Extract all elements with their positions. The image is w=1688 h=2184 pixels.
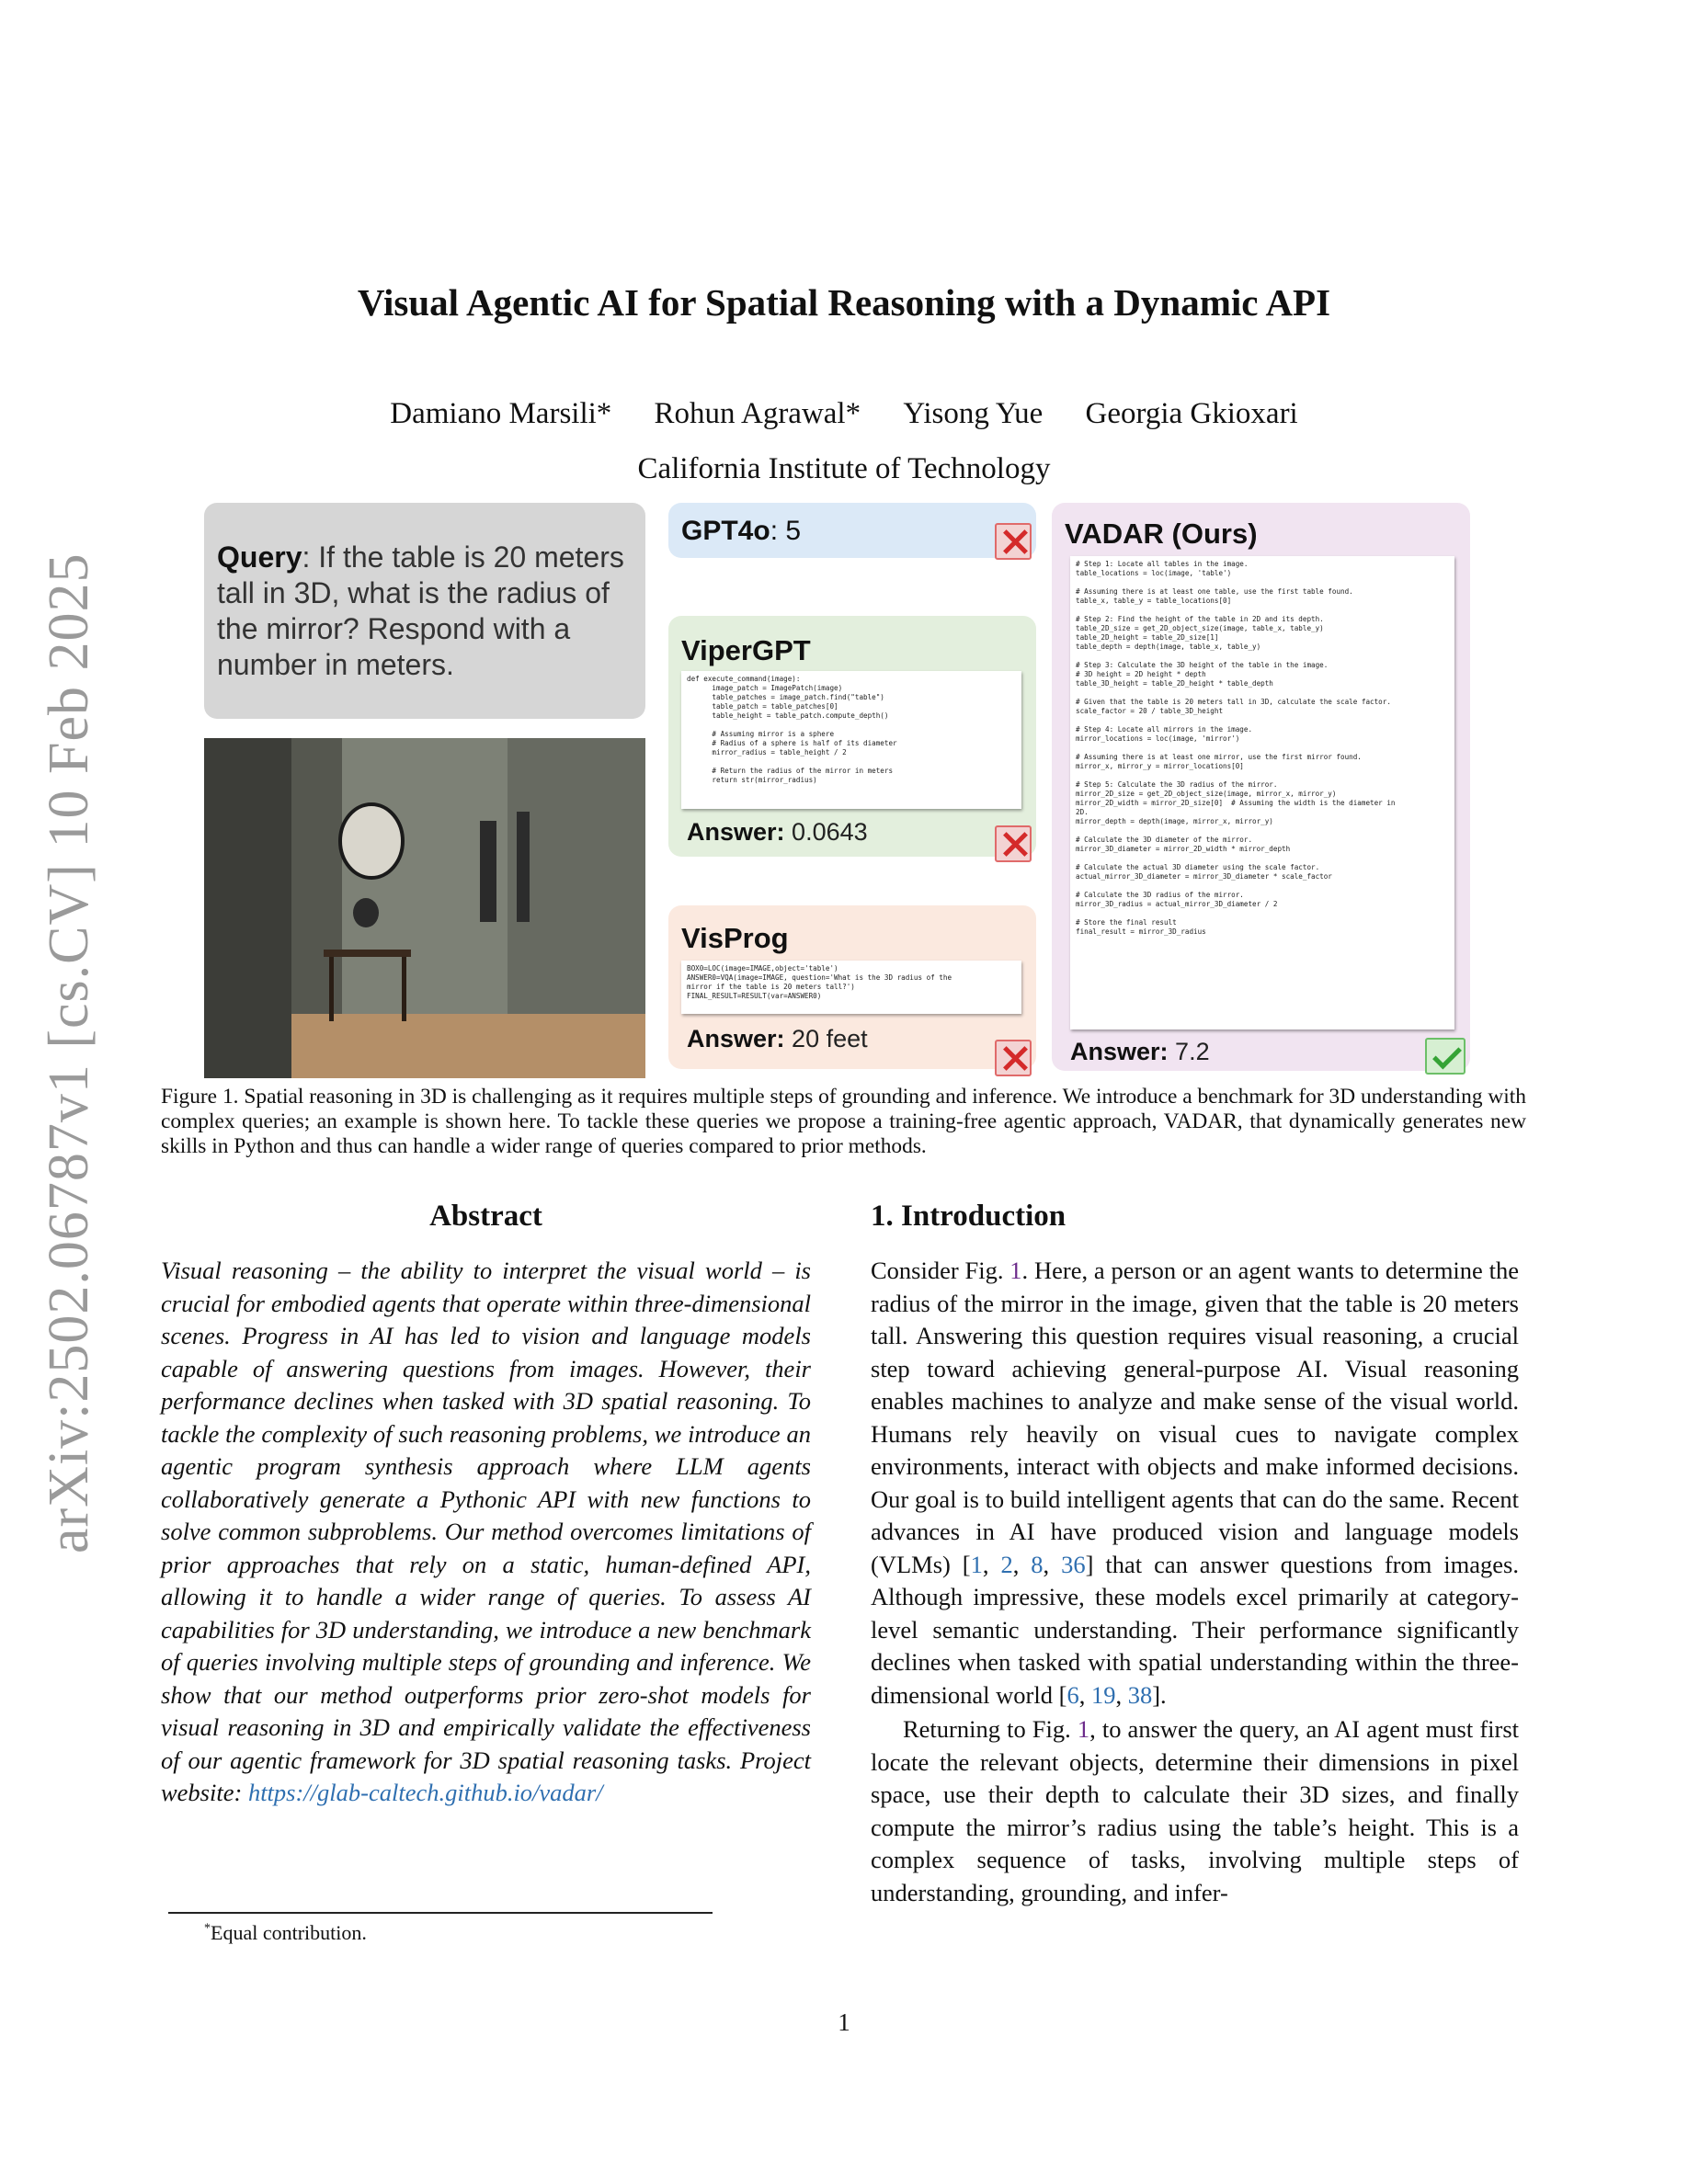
text-run: ] that can answer questions from images. Although impressive, these models excel primarily at category-level semantic understanding. Their performance significantly declines when tasked with spatial understanding within the three-dimensional world [ bbox=[871, 1550, 1519, 1709]
abstract-column bbox=[161, 1200, 811, 1810]
footnote-mark: * bbox=[204, 1921, 211, 1936]
visprog-answer-line bbox=[687, 1025, 868, 1053]
hallway-illustration bbox=[204, 738, 645, 1078]
figure-caption: Figure 1. Spatial reasoning in 3D is challenging as it requires multiple steps of grounding and inference. We introduce a benchmark for 3D understanding with complex queries; an example is shown here. To tackle these queries we propose a training-free agentic approach, VADAR, that dynamically generates new skills in Python and thus can handle a wider range of queries compared to prior methods. bbox=[161, 1085, 1526, 1158]
page-number: 1 bbox=[838, 2008, 850, 2036]
citation-link[interactable]: 1 bbox=[970, 1550, 983, 1578]
visprog-panel bbox=[668, 905, 1036, 1069]
author-name: Damiano Marsili* bbox=[390, 397, 612, 430]
text-run: . Here, a person or an agent wants to determine the radius of the mirror in the image, given that the table is 20 meters tall. Answering this question requires visual reasoning, a crucial step toward achieving general-purpose AI. Visual reasoning enables machines to analyze and make sense of the visual world. Humans rely heavily on visual cues to navigate complex environments, interact with objects and make informed decisions. Our goal is to build intelligent agents that can do the same. Recent advances in AI have produced vision and language models (VLMs) [ bbox=[871, 1257, 1519, 1578]
vadar-name: VADAR (Ours) bbox=[1065, 518, 1258, 550]
author-name: Georgia Gkioxari bbox=[1085, 397, 1298, 430]
affiliation: California Institute of Technology bbox=[637, 452, 1051, 485]
vadar-code: # Step 1: Locate all tables in the image. table_locations = loc(image, 'table') # Assuming there is at least one table, use the first table found. table_x, table_y = table_locations[0] # Step 2: Find the height of the table in 2D and its depth. table_2D_size = get_2D_object_size(image, table_x, table_y) table_2D_height = table_2D_size[1] table_depth = depth(image, table_x, table_y) # Step 3: Calculate the 3D height of the table in the image. # 3D height = 2D height * depth table_3D_height = table_2D_height * table_depth # Given that the table is 20 meters tall in 3D, calculate the scale factor. scale_factor = 20 / table_3D_height # Step 4: Locate all mirrors in the image. mirror_locations = loc(image, 'mirror') # Assuming there is at least one mirror, use the first mirror found. mirror_x, mirror_y = mirror_locations[0] # Step 5: Calculate the 3D radius of the mirror. mirror_2D_size = get_2D_object_size(image, mirror_x, mirror_y) mirror_2D_width = mirror_2D_size[0] # Assuming the width is the diameter in 2D. mirror_depth = depth(image, mirror_x, mirror_y) # Calculate the 3D diameter of the mirror. mirror_3D_diameter = mirror_2D_width * mirror_depth # Calculate the actual 3D diameter using the scale factor. actual_mirror_3D_diameter = mirror_3D_diameter * scale_factor # Calculate the 3D radius of the mirror. mirror_3D_radius = actual_mirror_3D_diameter / 2 # Store the final result final_result = mirror_3D_radius bbox=[1070, 556, 1454, 1029]
vipergpt-name: ViperGPT bbox=[681, 634, 811, 666]
query-box bbox=[204, 503, 645, 719]
footnote-text: Equal contribution. bbox=[211, 1921, 367, 1944]
query-label: Query bbox=[217, 540, 302, 574]
text-run: , to answer the query, an AI agent must first locate the relevant objects, determine their dimensions in pixel space, use their depth to calculate their 3D sizes, and finally compute the mirror’s radius using the table’s height. This is a complex sequence of tasks, involving multiple steps of understanding, grounding, and infer- bbox=[871, 1715, 1520, 1906]
project-website-link[interactable]: https://glab-caltech.github.io/vadar/ bbox=[247, 1779, 603, 1806]
wrong-x-icon bbox=[995, 1040, 1032, 1076]
vadar-answer-line bbox=[1070, 1038, 1210, 1066]
visprog-name: VisProg bbox=[681, 922, 789, 954]
citation-link[interactable]: 19 bbox=[1090, 1680, 1116, 1709]
introduction-heading: 1. Introduction bbox=[871, 1200, 1066, 1233]
gpt4o-name: GPT4o bbox=[681, 516, 770, 546]
intro-paragraph-2 bbox=[871, 1713, 1519, 1909]
wrong-x-icon bbox=[995, 825, 1032, 862]
correct-check-icon bbox=[1425, 1038, 1466, 1075]
figure-1 bbox=[202, 501, 1471, 1080]
paper-title: Visual Agentic AI for Spatial Reasoning with a Dynamic API bbox=[357, 281, 1331, 324]
vipergpt-code: def execute_command(image): image_patch = ImagePatch(image) table_patches = image_patch.find("table") table_patch = table_patches[0] table_height = table_patch.compute_depth() # Assuming mirror is a sphere # Radius of a sphere is half of its diameter mirror_radius = table_height / 2 # Return the radius of the mirror in meters return str(mirror_radius) bbox=[681, 671, 1021, 809]
citation-link[interactable]: 36 bbox=[1061, 1550, 1086, 1578]
citation-link[interactable]: 2 bbox=[1000, 1550, 1013, 1578]
vadar-answer: 7.2 bbox=[1175, 1038, 1210, 1065]
figure-reference-link[interactable]: 1 bbox=[1077, 1715, 1090, 1743]
visprog-code: BOX0=LOC(image=IMAGE,object='table') ANSWER0=VQA(image=IMAGE, question='What is the 3D radius of the mirror if the table is 20 meters tall?') FINAL_RESULT=RESULT(var=ANSWER0) bbox=[681, 961, 1021, 1014]
vipergpt-answer-line bbox=[687, 818, 868, 847]
author-name: Yisong Yue bbox=[903, 397, 1044, 430]
introduction-column bbox=[871, 1200, 1519, 1909]
abstract-heading: Abstract bbox=[429, 1200, 542, 1233]
gpt4o-panel bbox=[668, 503, 1036, 558]
vipergpt-answer: 0.0643 bbox=[792, 818, 868, 846]
figure-reference-link[interactable]: 1 bbox=[1009, 1257, 1022, 1284]
intro-paragraph-1: Consider Fig. 1. Here, a person or an agent wants to determine the radius of the mirror in the image, given that the table is 20 meters tall. Answering this question requires visual reasoning, a crucial step toward achieving general-purpose AI. Visual reasoning enables machines to analyze and make sense of the visual world. Humans rely heavily on visual cues to navigate complex environments, interact with objects and make informed decisions. Our goal is to build intelligent agents that can do the same. Recent advances in AI have produced vision and language models (VLMs) [1, 2, 8, 36] that can answer questions from images. Although impressive, these models excel primarily at category-level semantic understanding. Their performance significantly declines when tasked with spatial understanding within the three-dimensional world [6, 19, 38]. bbox=[871, 1257, 1519, 1709]
citation-link[interactable]: 6 bbox=[1066, 1680, 1079, 1709]
author-list bbox=[0, 397, 1688, 431]
vadar-panel bbox=[1052, 503, 1470, 1071]
query-text: : If the table is 20 meters tall in 3D, what is the radius of the mirror? Respond with a number in meters. bbox=[217, 540, 624, 681]
footnote-divider bbox=[168, 1912, 713, 1914]
text-run: Returning to Fig. bbox=[903, 1715, 1078, 1743]
answer-label: Answer: bbox=[1070, 1038, 1169, 1065]
visprog-answer: 20 feet bbox=[792, 1025, 868, 1052]
abstract-body: Visual reasoning – the ability to interpret the visual world – is crucial for embodied agents that operate within three-dimensional scenes. Progress in AI has led to vision and language models capable of answering questions from images. However, their performance declines when tasked with 3D spatial reasoning. To tackle the complexity of such reasoning problems, we introduce an agentic program synthesis approach where LLM agents collaboratively generate a Pythonic API with new functions to solve common subproblems. Our method overcomes limitations of prior approaches that rely on a static, human-defined API, allowing it to handle a wider range of queries. To assess AI capabilities for 3D understanding, we introduce a new benchmark of queries involving multiple steps of grounding and inference. We show that our method outperforms prior zero-shot models for visual reasoning in 3D and empirically validate the effectiveness of our agentic framework for 3D spatial reasoning tasks. Project website: bbox=[161, 1257, 811, 1806]
abstract-text bbox=[161, 1255, 811, 1810]
answer-label: Answer: bbox=[687, 1025, 785, 1052]
citation-link[interactable]: 8 bbox=[1031, 1550, 1044, 1578]
answer-label: Answer: bbox=[687, 818, 785, 846]
text-run: ]. bbox=[1152, 1680, 1167, 1709]
arxiv-identifier: arXiv:2502.06787v1 [cs.CV] 10 Feb 2025 bbox=[38, 552, 100, 1553]
gpt4o-answer: : 5 bbox=[770, 516, 802, 546]
hallway-photo bbox=[204, 738, 645, 1078]
footnote bbox=[204, 1921, 367, 1945]
citation-link[interactable]: 38 bbox=[1127, 1680, 1153, 1709]
wrong-x-icon bbox=[995, 523, 1032, 560]
vipergpt-panel bbox=[668, 616, 1036, 857]
author-name: Rohun Agrawal* bbox=[654, 397, 861, 430]
text-run: Consider Fig. bbox=[871, 1257, 1010, 1284]
